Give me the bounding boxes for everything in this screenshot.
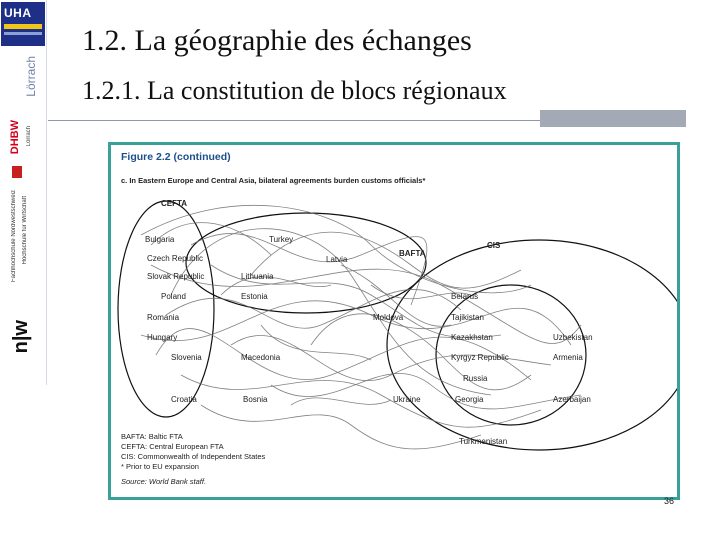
fhnw-logo-mark (12, 166, 22, 178)
country-label: Turkey (269, 235, 294, 244)
figure-subtitle: c. In Eastern Europe and Central Asia, bilateral agreements burden customs officials* (121, 176, 426, 185)
country-label: Estonia (241, 292, 268, 301)
country-label: Bosnia (243, 395, 268, 404)
uha-logo-stripe-2 (4, 32, 42, 35)
country-label: Macedonia (241, 353, 281, 362)
legend-entry: * Prior to EU expansion (121, 462, 199, 471)
country-label: Georgia (455, 395, 484, 404)
country-label: Bulgaria (145, 235, 175, 244)
country-label: Kazakhstan (451, 333, 493, 342)
slide-subtitle: 1.2.1. La constitution de blocs régionaux (82, 76, 507, 105)
country-label: Latvia (326, 255, 348, 264)
country-label: Czech Republic (147, 254, 204, 263)
country-label: Slovenia (171, 353, 202, 362)
country-label: Ukraine (393, 395, 421, 404)
fhnw-logo-line-2: Hochschule für Wirtschaft (22, 196, 28, 265)
country-label: Belarus (451, 292, 479, 301)
uha-logo-stripe (4, 24, 42, 29)
country-label: Kyrgyz Republic (451, 353, 509, 362)
cefta-circle (118, 201, 214, 417)
country-label: Hungary (147, 333, 178, 342)
country-label: Slovak Republic (147, 272, 205, 281)
slide-title: 1.2. La géographie des échanges (82, 24, 472, 57)
country-label: Tajikistan (451, 313, 484, 322)
uha-logo (1, 2, 45, 46)
page-number: 36 (664, 496, 675, 506)
dhbw-logo-caption: Lörrach (26, 126, 32, 147)
cis-label: CIS (487, 241, 501, 250)
figure-source: Source: World Bank staff. (121, 477, 207, 486)
country-label: Armenia (553, 353, 583, 362)
logo-sidebar (0, 0, 47, 385)
legend-entry: CIS: Commonwealth of Independent States (121, 452, 266, 461)
figure-title: Figure 2.2 (continued) (121, 151, 231, 163)
country-label: Lithuania (241, 272, 274, 281)
country-label: Moldova (373, 313, 404, 322)
fhnw-logo-line-1: Fachhochschule Nordwestschweiz (11, 190, 17, 283)
legend-entry: CEFTA: Central European FTA (121, 442, 224, 451)
nw-logo: n|w (10, 320, 32, 354)
country-label: Uzbekistan (553, 333, 593, 342)
country-label: Turkmenistan (459, 437, 508, 446)
dhbw-logo: DHBW (9, 120, 21, 155)
cefta-label: CEFTA (161, 199, 188, 208)
bafta-label: BAFTA (399, 249, 426, 258)
country-label: Azerbaijan (553, 395, 591, 404)
uha-logo-text: UHA (4, 6, 32, 20)
country-label: Russia (463, 374, 488, 383)
figure-frame (108, 142, 680, 500)
country-label: Croatia (171, 395, 197, 404)
legend-entry: BAFTA: Baltic FTA (121, 432, 183, 441)
country-label: Poland (161, 292, 186, 301)
country-label: Romania (147, 313, 180, 322)
decorative-bar (540, 110, 686, 127)
lorrach-label: Lörrach (24, 56, 38, 97)
